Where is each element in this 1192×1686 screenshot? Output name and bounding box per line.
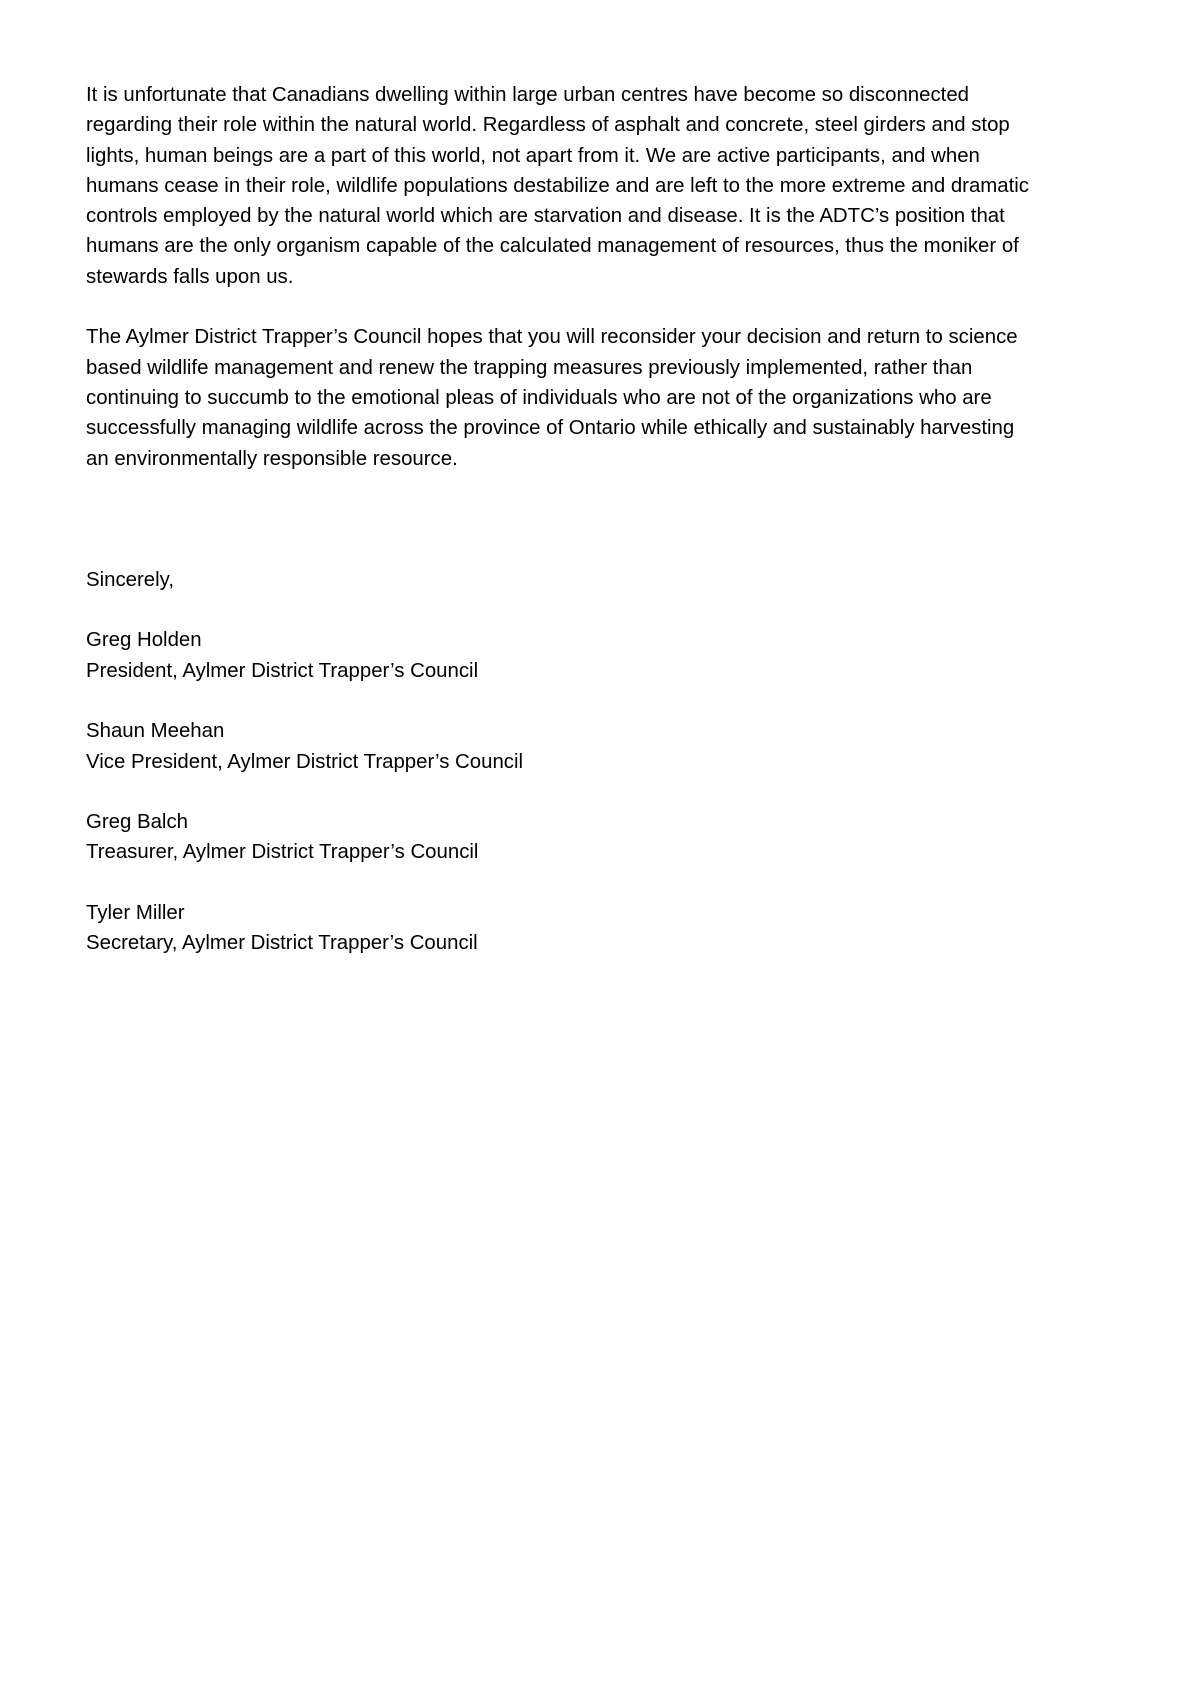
paragraph-line: based wildlife management and renew the trapping measures previously implemented, rather than xyxy=(86,356,973,379)
paragraph-line: The Aylmer District Trapper’s Council hopes that you will reconsider your decision and return to science xyxy=(86,326,1018,349)
signatory-title: Treasurer, Aylmer District Trapper’s Council xyxy=(86,841,479,864)
signatory-name: Tyler Miller xyxy=(86,902,185,925)
signatory-title: President, Aylmer District Trapper’s Council xyxy=(86,659,479,682)
signature-spacer xyxy=(86,595,1126,625)
paragraph-2 xyxy=(86,322,1126,473)
paragraph-line: It is unfortunate that Canadians dwelling within large urban centres have become so disconnected xyxy=(86,84,970,106)
signatory-name: Shaun Meehan xyxy=(86,720,225,743)
signatory-title: Vice President, Aylmer District Trapper’s Council xyxy=(86,750,524,773)
paragraph-line: lights, human beings are a part of this world, not apart from it. We are active participants, and when xyxy=(86,144,980,167)
paragraph-line: an environmentally responsible resource. xyxy=(86,447,458,470)
paragraph-line: humans cease in their role, wildlife populations destabilize and are left to the more extreme and dramatic xyxy=(86,174,1030,197)
closing-spacer xyxy=(86,474,1126,565)
paragraph-line: controls employed by the natural world which are starvation and disease. It is the ADTC’s position that xyxy=(86,205,1005,228)
signatory-title: Secretary, Aylmer District Trapper’s Council xyxy=(86,932,478,955)
signatory-name: Greg Balch xyxy=(86,811,189,834)
paragraph-line: humans are the only organism capable of the calculated management of resources, thus the moniker of xyxy=(86,235,1019,258)
paragraph-line: stewards falls upon us. xyxy=(86,265,294,288)
signature-block xyxy=(86,565,1126,959)
letter-body xyxy=(86,80,1126,959)
signatory-name: Greg Holden xyxy=(86,629,202,652)
paragraph-line: continuing to succumb to the emotional pleas of individuals who are not of the organizations who are xyxy=(86,386,992,409)
paragraph-spacer xyxy=(86,292,1126,322)
signature-spacer xyxy=(86,868,1126,898)
paragraph-line: successfully managing wildlife across the province of Ontario while ethically and sustainably harvesting xyxy=(86,417,1015,440)
paragraph-1 xyxy=(86,80,1126,292)
paragraph-line: regarding their role within the natural world. Regardless of asphalt and concrete, steel girders and stop xyxy=(86,114,1010,137)
signature-spacer xyxy=(86,686,1126,716)
signature-spacer xyxy=(86,777,1126,807)
closing-salutation: Sincerely, xyxy=(86,568,175,591)
